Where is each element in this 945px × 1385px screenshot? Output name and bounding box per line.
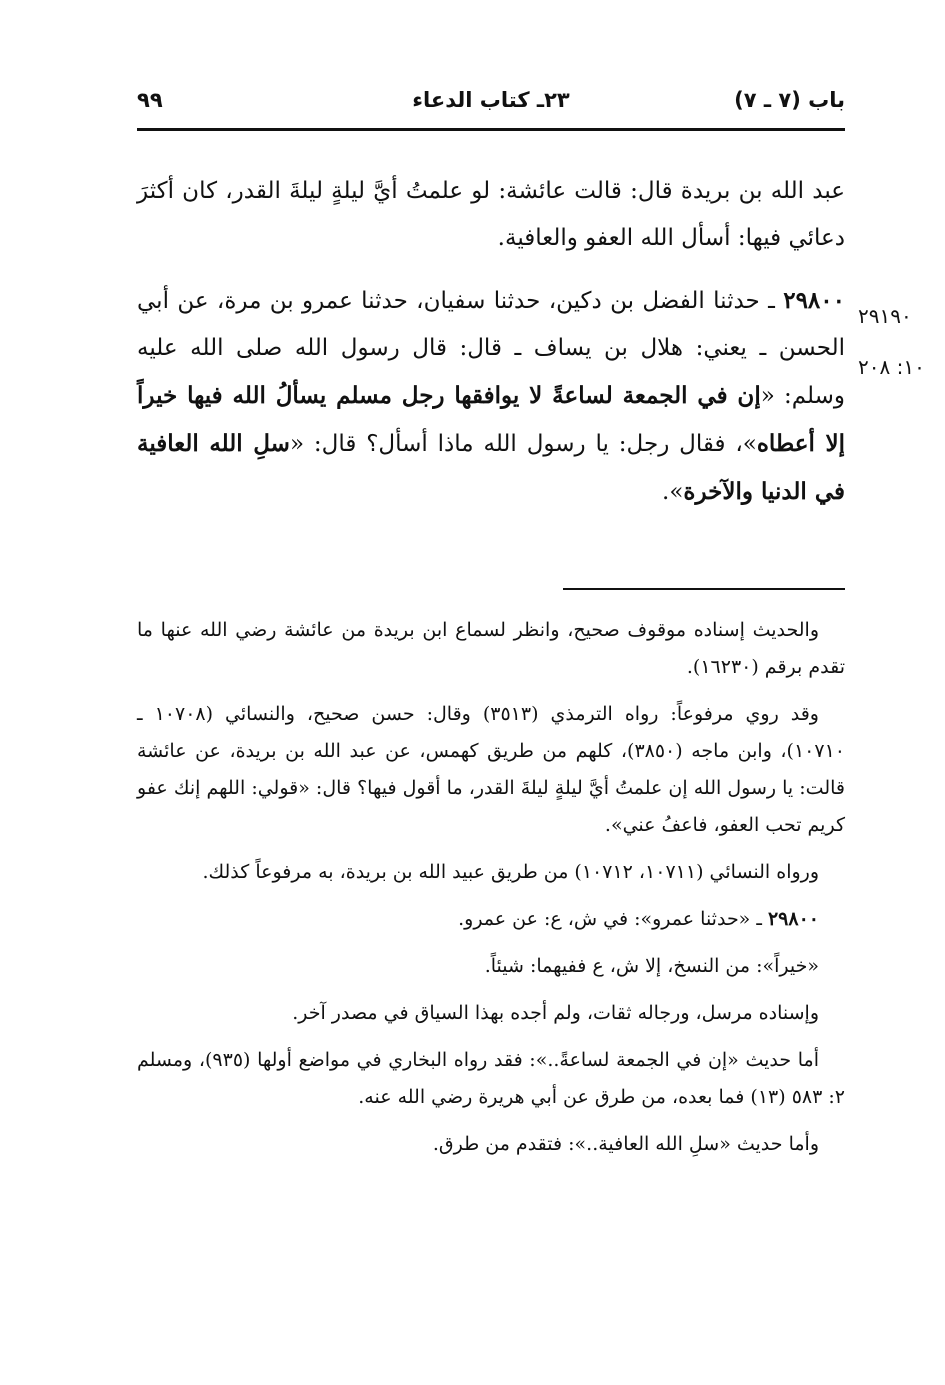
hadith-middle: »، فقال رجل: يا رسول الله ماذا أسأل؟ قال: « (289, 431, 757, 457)
footnote-rule (563, 588, 845, 590)
footnotes (137, 612, 845, 1173)
paragraph-gap (137, 262, 845, 277)
page-number: ٩٩ (137, 88, 163, 112)
paragraph-2 (137, 277, 845, 516)
paragraph-1: عبد الله بن بريدة قال: قالت عائشة: لو علمتُ أيَّ ليلةٍ ليلةَ القدر، كان أكثرَ دعائي فيها: أسأل الله العفو والعافية. (137, 178, 845, 251)
note-8: وأما حديث «سلِ الله العافية..»: فتقدم من طرق. (432, 1133, 819, 1155)
note-hadith-number: ٢٩٨٠٠ (767, 908, 819, 930)
hadith-intro: ـ حدثنا الفضل بن دكين، حدثنا سفيان، حدثنا عمرو بن مرة، عن أبي الحسن ـ يعني: هلال بن يساف ـ قال: قال رسول الله صلى الله عليه وسلم: « (137, 288, 845, 409)
hadith-end: ». (662, 479, 684, 505)
note-5: «خيراً»: من النسخ، إلا ش، ع ففيهما: شيئاً. (484, 955, 819, 977)
note-1: والحديث إسناده موقوف صحيح، وانظر لسماع ابن بريدة من عائشة رضي الله عنها ما تقدم برقم (١٦٢٣٠). (137, 619, 845, 678)
hadith-quote-1: إن في الجمعة لساعةً لا يوافقها رجل مسلم يسألُ الله فيها خيراً إلا أعطاه (137, 382, 845, 457)
main-text (137, 168, 845, 516)
page-header (137, 88, 845, 124)
note-7: أما حديث «إن في الجمعة لساعةً..»: فقد رواه البخاري في مواضع أولها (٩٣٥)، ومسلم ٢: ٥٨٣ (١٣) فما بعده، من طرق عن أبي هريرة رضي الله عنه. (137, 1049, 845, 1108)
note-4 (137, 901, 845, 938)
note-6: وإسناده مرسل، ورجاله ثقات، ولم أجده بهذا السياق في مصدر آخر. (292, 1002, 819, 1024)
margin-reference-2: ١٠: ٢٠٨ (858, 355, 925, 379)
chapter-title: باب (٧ ـ ٧) (734, 88, 845, 112)
hadith-number: ٢٩٨٠٠ (783, 287, 845, 314)
note-4-text: ـ «حدثنا عمرو»: في ش، ع: عن عمرو. (458, 908, 768, 930)
hadith-quote-2: سلِ الله العافية في الدنيا والآخرة (137, 430, 845, 505)
book-title: ٢٣ـ كتاب الدعاء (412, 88, 570, 112)
header-rule (137, 128, 845, 131)
note-3: ورواه النسائي (١٠٧١١، ١٠٧١٢) من طريق عبيد الله بن بريدة، به مرفوعاً كذلك. (202, 861, 819, 883)
margin-reference-1: ٢٩١٩٠ (858, 304, 912, 328)
note-2: وقد روي مرفوعاً: رواه الترمذي (٣٥١٣) وقال: حسن صحيح، والنسائي (١٠٧٠٨ ـ ١٠٧١٠)، وابن ماجه (٣٨٥٠)، كلهم من طريق كهمس، عن عبد الله بن بريدة، عن عائشة قالت: يا رسول الله إن علمتُ أيَّ ليلةٍ ليلةَ القدر، ما أقول فيها؟ قال: «قولي: اللهم إنك عفو كريم تحب العفو، فاعفُ عني». (137, 703, 845, 836)
